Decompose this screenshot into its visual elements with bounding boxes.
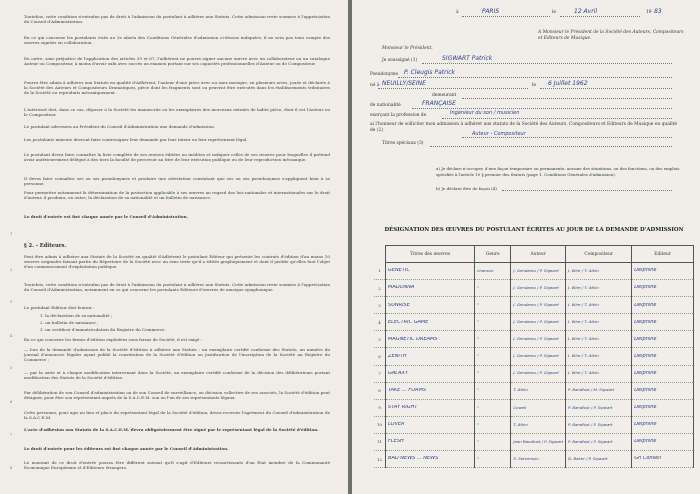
author-cell[interactable] [511,280,566,297]
work-title-cell-text: GALAXY [388,370,408,376]
work-title-cell-text: ZENITH [388,353,407,359]
composer-cell[interactable] [566,399,632,416]
author-cell-text: J. Gendamu / P. Sigwart [513,371,559,376]
publisher-cell-text: Delphine [634,405,657,411]
left-page [0,0,348,494]
composer-cell[interactable] [566,348,632,365]
composer-cell[interactable] [566,365,632,382]
genre-cell-text: " [477,320,479,325]
composer-cell[interactable] [566,451,632,468]
margin-number: 6 [10,400,13,404]
year-prefix: 19 [646,10,652,15]
author-cell[interactable] [511,297,566,314]
margin-number: 2 [10,268,13,272]
right-page [352,0,700,494]
row-number-text: 1 [378,268,381,274]
left-paragraph: Le droit d'entrée pour les éditeurs est fixé chaque année par le Conseil d'Administration. [24,446,229,451]
work-title-cell-text: GENETIC [388,268,410,274]
table-row [374,263,694,280]
table-row [374,297,694,314]
work-title-cell[interactable] [386,416,475,433]
left-paragraph: En ce qui concerne les postulants visés au 3e alinéa des Conditions Générales d'admission ci-dessus indiquées, il ne sera pas tenu compte des œuvres signées en collaboration. [24,35,330,46]
profession-field[interactable]: Ingénieur du son / musicien [450,110,520,116]
author-cell-text: Jean Baudfust / P. Sigwart [513,439,564,444]
genre-cell-text: " [477,285,479,290]
genre-cell-text: " [477,388,479,393]
publisher-cell[interactable] [632,365,694,382]
left-paragraph: En outre, sans préjudice de l'application des articles 39 et 67, l'adhérent ne pourra signer aucune œuvre avec un collaborateur ou un catalogue Auteur ou Compositeur, à moins d'avoir subi avec succès un examen portant sur ses capacités professionnelles d'Auteur ou de Compositeur. [24,56,330,67]
publisher-cell[interactable] [632,280,694,297]
author-cell-text: T. Atkin [513,422,528,427]
row-number-text: 6 [378,354,381,360]
table-row [374,348,694,365]
titles-label: Titres spéciaux (3) [382,141,424,146]
undersigned-line [422,63,672,64]
publisher-cell[interactable] [632,348,694,365]
section-title: § 2. - Editeurs. [24,243,67,249]
genre-cell[interactable] [475,399,511,416]
work-title-cell[interactable] [386,314,475,331]
date-line [560,16,640,17]
residing-line [462,98,672,99]
place-prefix: à [456,10,459,15]
author-cell-text: Cowell [513,405,527,410]
author-cell[interactable] [511,416,566,433]
work-title-cell-text: ELECTRIC GAME [388,319,429,325]
row-number-text: 7 [378,371,381,377]
author-cell[interactable] [511,382,566,399]
row-number [374,263,386,280]
work-title-cell-text: TAKE ... FORMS [388,388,427,393]
nationality-line [412,108,672,109]
row-number-text: 2 [378,285,381,291]
publisher-cell[interactable] [632,263,694,280]
composer-cell-text: D. Baker / P. Sigwart [568,456,608,461]
publisher-cell[interactable] [632,297,694,314]
author-cell[interactable] [511,433,566,450]
table-row [374,365,694,382]
left-paragraph: Le postulant adressera au Président du Conseil d'Administration une demande d'admission. [24,124,216,129]
left-paragraph: Pour permettre notamment la détermination de la protection applicable à ses œuvres au regard des lois nationales et internationales sur le droit d'auteur, il produira, en outre, la déclaration de sa nationalité et un bulletin de naissance. [24,190,330,201]
born-date-line [540,88,672,89]
composer-cell[interactable] [566,331,632,348]
left-paragraph: Les postulants mineurs devront faire contresigner leur demande par leur tuteur ou leur représentant légal. [24,137,248,142]
genre-cell-text: " [477,337,479,342]
genre-cell[interactable] [475,382,511,399]
left-list-item: 3. un certificat d'immatriculation du Registre du Commerce. [40,327,166,332]
composer-cell-text: P. Bandfust / P. Sigwart [568,422,613,427]
composer-cell-text: J. Wire / T. Atkin [568,302,599,307]
row-number [374,348,386,365]
author-cell-text: J. Gendamu / P. Sigwart [513,337,559,342]
salutation: Monsieur le Président, [382,46,433,51]
born-date-label: le [532,83,537,88]
author-cell[interactable] [511,451,566,468]
publisher-cell[interactable] [632,331,694,348]
addressee: A Monsieur le Président de la Société des Auteurs, Compositeurs et Editeurs de Musique. [538,30,684,41]
work-title-cell[interactable] [386,348,475,365]
margin-number: 3 [10,300,13,304]
row-number [374,416,386,433]
genre-cell-text: chanson [477,268,494,273]
row-number [374,451,386,468]
composer-cell-text: P. Bandfust / P. Sigwart [568,439,613,444]
row-number-text: 11 [376,439,383,445]
table-row [374,280,694,297]
author-cell-text: J. Gendamu / P. Sigwart [513,302,559,307]
row-number-text: 3 [378,302,381,308]
pseudonym-label: Pseudonyme [370,72,399,77]
genre-cell-text: " [477,439,479,444]
work-title-cell-text: LOVER [388,422,405,428]
undersigned-field[interactable]: SIGWART Patrick [442,55,493,62]
left-paragraph: Le postulant devra faire connaître la liste complète de ses œuvres éditées ou inédites et indiquer celles de ses œuvres pour lesquelles il prétend avoir antérieurement délégué à des tiers la faculté de percevoir au titre de leur exécution publique ou de leur reproduction mécanique. [24,152,330,163]
publisher-cell-text: Delphine [634,285,657,291]
row-number [374,280,386,297]
publisher-cell-text: Delphine [634,302,657,308]
margin-number: 8 [10,466,13,470]
table-row [374,399,694,416]
composer-cell[interactable] [566,382,632,399]
genre-cell-text: " [477,422,479,427]
work-title-cell-text: FLESH [388,439,404,445]
composer-cell-text: J. Wire / T. Atkin [568,354,599,359]
nationality-field[interactable]: FRANÇAISE [422,100,456,107]
composer-cell[interactable] [566,280,632,297]
work-title-cell-text: STAY RIGHT [388,405,418,411]
born-place-line [378,88,528,89]
work-title-cell-text: BAD NEWS ... NEWS [388,456,439,462]
column-header: Editeur [632,246,694,263]
author-cell[interactable] [511,365,566,382]
pseudonym-field[interactable]: P. Cleugis Patrick [404,69,456,76]
composer-cell[interactable] [566,297,632,314]
composer-cell[interactable] [566,433,632,450]
work-title-cell[interactable] [386,297,475,314]
left-paragraph: L'intéressé doit, dans ce cas, déposer à la Société les manuscrits ou les exemplaires des morceaux extraits de ladite pièce, dont il est l'Auteur ou le Compositeur. [24,107,330,118]
composer-cell-text: J. Wire / T. Atkin [568,337,599,342]
publisher-cell-text: Delphine [634,439,657,445]
table-row [374,451,694,468]
publisher-cell-text: Delphine [634,319,657,325]
row-number [374,365,386,382]
table-row [374,314,694,331]
born-place-field[interactable]: NEUILLY/SEINE [382,80,426,87]
publisher-cell[interactable] [632,416,694,433]
publisher-cell[interactable] [632,399,694,416]
column-header: Titres des œuvres [386,246,475,263]
author-cell[interactable] [511,348,566,365]
table-row [374,416,694,433]
left-paragraph: — lors de la demande d'admission de la Société d'édition à adhérer aux Statuts : un exemplaire certifié conforme des Statuts, un numéro du journal d'annonces légales ayant publié la constitution de la Société d'édition ou justification de l'inscription de la Société au Registre du Commerce ; [24,347,330,363]
work-title-cell[interactable] [386,263,475,280]
column-header: Genre [475,246,511,263]
author-cell-text: J. Gendamu / P. Sigwart [513,354,559,359]
table-row [374,433,694,450]
composer-cell-text: J. Wire / T. Atkin [568,371,599,376]
profession-label: exerçant la profession de [370,113,427,118]
pseudonym-line [398,77,672,78]
publisher-cell-text: Delphine [634,353,657,359]
work-title-cell[interactable] [386,365,475,382]
left-paragraph: Le montant de ce droit d'entrée pourra être différent suivant qu'il s'agit d'Editeurs ressortissants d'un Etat membre de la Communauté Economique Européenne et d'Editeurs étrangers. [24,460,330,471]
nationality-label: de nationalité [370,103,401,108]
works-table [374,245,694,468]
request-text: ai l'honneur de solliciter mon admission à adhérer aux statuts de la Société des Auteurs, Compositeurs et Editeurs de Musique en qualité de (2) [370,122,678,133]
publisher-cell-text: Delphine [634,370,657,376]
left-paragraph: Cette personne, pour agir au lieu et place du représentant légal de la Société d'édition, devra recevoir l'agrément du Conseil d'administration de la S.A.C.E.M. [24,410,330,421]
author-cell[interactable] [511,263,566,280]
composer-cell-text: J. Wire / T. Atkin [568,268,599,273]
genre-cell[interactable] [475,314,511,331]
genre-cell[interactable] [475,263,511,280]
row-number-text: 10 [376,422,383,428]
row-number [374,399,386,416]
row-number [374,331,386,348]
publisher-cell-text: Delphine [634,336,657,342]
genre-cell[interactable] [475,297,511,314]
left-paragraph: Peut être admis à adhérer aux Statuts de la Société en qualité d'Adhérent le postulant Editeur qui présente les contrats d'édition d'au moins 10 œuvres originales faisant partie du Répertoire de la Société avec un sens texte qu'il a édités graphiquement et dont il justifie qu'elles font l'objet d'un commencement d'exploitation publique. [24,254,330,270]
work-title-cell[interactable] [386,451,475,468]
row-number [374,297,386,314]
publisher-cell-text: Gn Conseil [634,456,662,462]
margin-number: 7 [10,433,13,437]
born-date-field[interactable]: 6 Juillet 1962 [548,80,588,87]
genre-cell[interactable] [475,331,511,348]
table-row [374,331,694,348]
genre-cell-text: " [477,405,479,410]
composer-cell-text: P. Bandfust / P. Sigwart [568,405,613,410]
author-cell-text: S. Stevenson [513,456,539,461]
publisher-cell[interactable] [632,451,694,468]
genre-cell-text: " [477,302,479,307]
publisher-cell[interactable] [632,382,694,399]
author-cell[interactable] [511,331,566,348]
titles-line [430,146,672,147]
row-number-text: 12 [376,456,383,462]
work-title-cell[interactable] [386,382,475,399]
place-line [462,16,550,17]
margin-number: 1 [10,232,13,236]
author-cell-text: T. Atkin [513,388,528,393]
request-field[interactable]: Auteur - Compositeur [472,131,526,137]
left-paragraph: En ce qui concerne les firmes d'édition exploitées sous forme de Société, il est exigé : [24,337,203,342]
margin-number: 4 [10,334,13,338]
request-line [462,137,672,138]
option-a-text: a) Je déclare n'occuper, d'une façon temporaire ou permanente, aucune des situations, ou des fonctions, ou des emplois spécifiés à l'article 10 § premier des Statuts (page 1, Conditions Générales d'admission). [436,166,680,177]
work-title-cell-text: MADONNA [388,285,415,291]
work-title-cell-text: SUNRISE [388,302,410,308]
row-number [374,314,386,331]
left-paragraph: Il devra faire connaître ses ou ses pseudonymes et produire une attestation constatant que ses ou ses pseudonymes s'appliquent bien à sa personne. [24,176,330,187]
publisher-cell-text: Delphine [634,388,657,393]
column-header: Auteur [511,246,566,263]
composer-cell[interactable] [566,314,632,331]
composer-cell[interactable] [566,416,632,433]
genre-cell[interactable] [475,365,511,382]
year-field[interactable]: 83 [654,8,662,15]
row-number [374,433,386,450]
publisher-cell-text: Delphine [634,268,657,274]
left-list-item: 2. un bulletin de naissance ; [40,320,99,325]
date-prefix: le [552,10,557,15]
composer-cell[interactable] [566,263,632,280]
publisher-cell[interactable] [632,433,694,450]
genre-cell[interactable] [475,451,511,468]
table-title: DÉSIGNATION DES ŒUVRES DU POSTULANT ÉCRITES AU JOUR DE LA DEMANDE D'ADMISSION [384,227,684,233]
composer-cell-text: P. Bandfust / M. Sigwart [568,388,615,393]
left-paragraph: — par la suite et à chaque modification intervenant dans la Société, un exemplaire certifié conforme de la décision des délibérations portant modification des Statuts de la Société d'édition. [24,370,330,381]
works-table-body [374,263,694,468]
work-title-cell[interactable] [386,399,475,416]
work-title-cell[interactable] [386,433,475,450]
publisher-cell[interactable] [632,314,694,331]
composer-cell-text: J. Wire / T. Atkin [568,320,599,325]
row-number-text: 5 [378,336,381,342]
born-label: né à [370,83,380,88]
genre-cell-text: " [477,371,479,376]
work-title-cell[interactable] [386,331,475,348]
city-field[interactable]: PARIS [482,8,500,15]
author-cell-text: J. Gendamu / P. Sigwart [513,320,559,325]
row-number-text: 8 [378,388,381,394]
author-cell[interactable] [511,314,566,331]
column-header: Compositeur [566,246,632,263]
table-row [374,382,694,399]
left-paragraph: Le postulant Editeur doit fournir : [24,305,95,310]
genre-cell-text: " [477,354,479,359]
residing-label: demeurant [432,93,457,98]
row-number-text: 9 [378,405,381,411]
work-title-cell[interactable] [386,280,475,297]
left-paragraph: Pourra être admis à adhérer aux Statuts en qualité d'Adhérent, l'auteur d'une pièce avec ou sans musique, en plusieurs actes, jouée et déclarée à la Société des Auteurs et Compositeurs Dramatiques, pièce dont les fragments sont ou peuvent être exécutés dans les établissements tributaires de la Société ou reproduits mécaniquement. [24,80,330,96]
option-b-line [502,190,672,191]
left-paragraph: Le droit d'entrée est fixé chaque année par le Conseil d'Administration. [24,214,189,219]
genre-cell[interactable] [475,416,511,433]
left-list-item: 1. la déclaration de sa nationalité ; [40,313,113,318]
author-cell-text: J. Gendamu / P. Sigwart [513,285,559,290]
genre-cell[interactable] [475,433,511,450]
author-cell[interactable] [511,399,566,416]
genre-cell-text: " [477,456,479,461]
publisher-cell-text: Delphine [634,422,657,428]
undersigned-label: Je soussigné (1) [382,58,418,63]
row-number [374,382,386,399]
left-paragraph: Toutefois, cette condition n'entraîne pas de droit à l'admission du postulant à adhérer aux Statuts. Cette admission reste soumise à l'appréciation du Conseil d'Administration. [24,14,330,25]
left-paragraph: Toutefois, cette condition n'entraîne pas de droit à l'admission du postulant à adhérer aux Statuts. Cette admission reste soumise à l'appréciation du Conseil d'Administration, notamment en ce qui concerne les postulants Editeurs d'œuvres de musique symphonique. [24,282,330,293]
left-paragraph: L'acte d'adhésion aux Statuts de la S.A.C.E.M. devra obligatoirement être signé par le représentant légal de la Société d'édition. [24,427,319,432]
left-paragraph: Par délibération de son Conseil d'administration ou de son Conseil de surveillance, ou décision collective de ses associés, la Société d'édition peut désigner, pour être son représentant auprès de la S.A.C.E.M. son ou l'un de ses représentants légaux. [24,390,330,401]
profession-line [442,118,672,119]
row-number-header [374,246,386,263]
date-field[interactable]: 12 Avril [574,8,597,15]
composer-cell-text: J. Wire / T. Atkin [568,285,599,290]
option-b-text: b) Je déclare être de façon (4) [436,186,497,191]
genre-cell[interactable] [475,280,511,297]
row-number-text: 4 [378,319,381,325]
author-cell-text: J. Gendamu / P. Sigwart [513,268,559,273]
genre-cell[interactable] [475,348,511,365]
margin-number: 5 [10,366,13,370]
work-title-cell-text: MAGNETIC DREAMS [388,336,438,342]
